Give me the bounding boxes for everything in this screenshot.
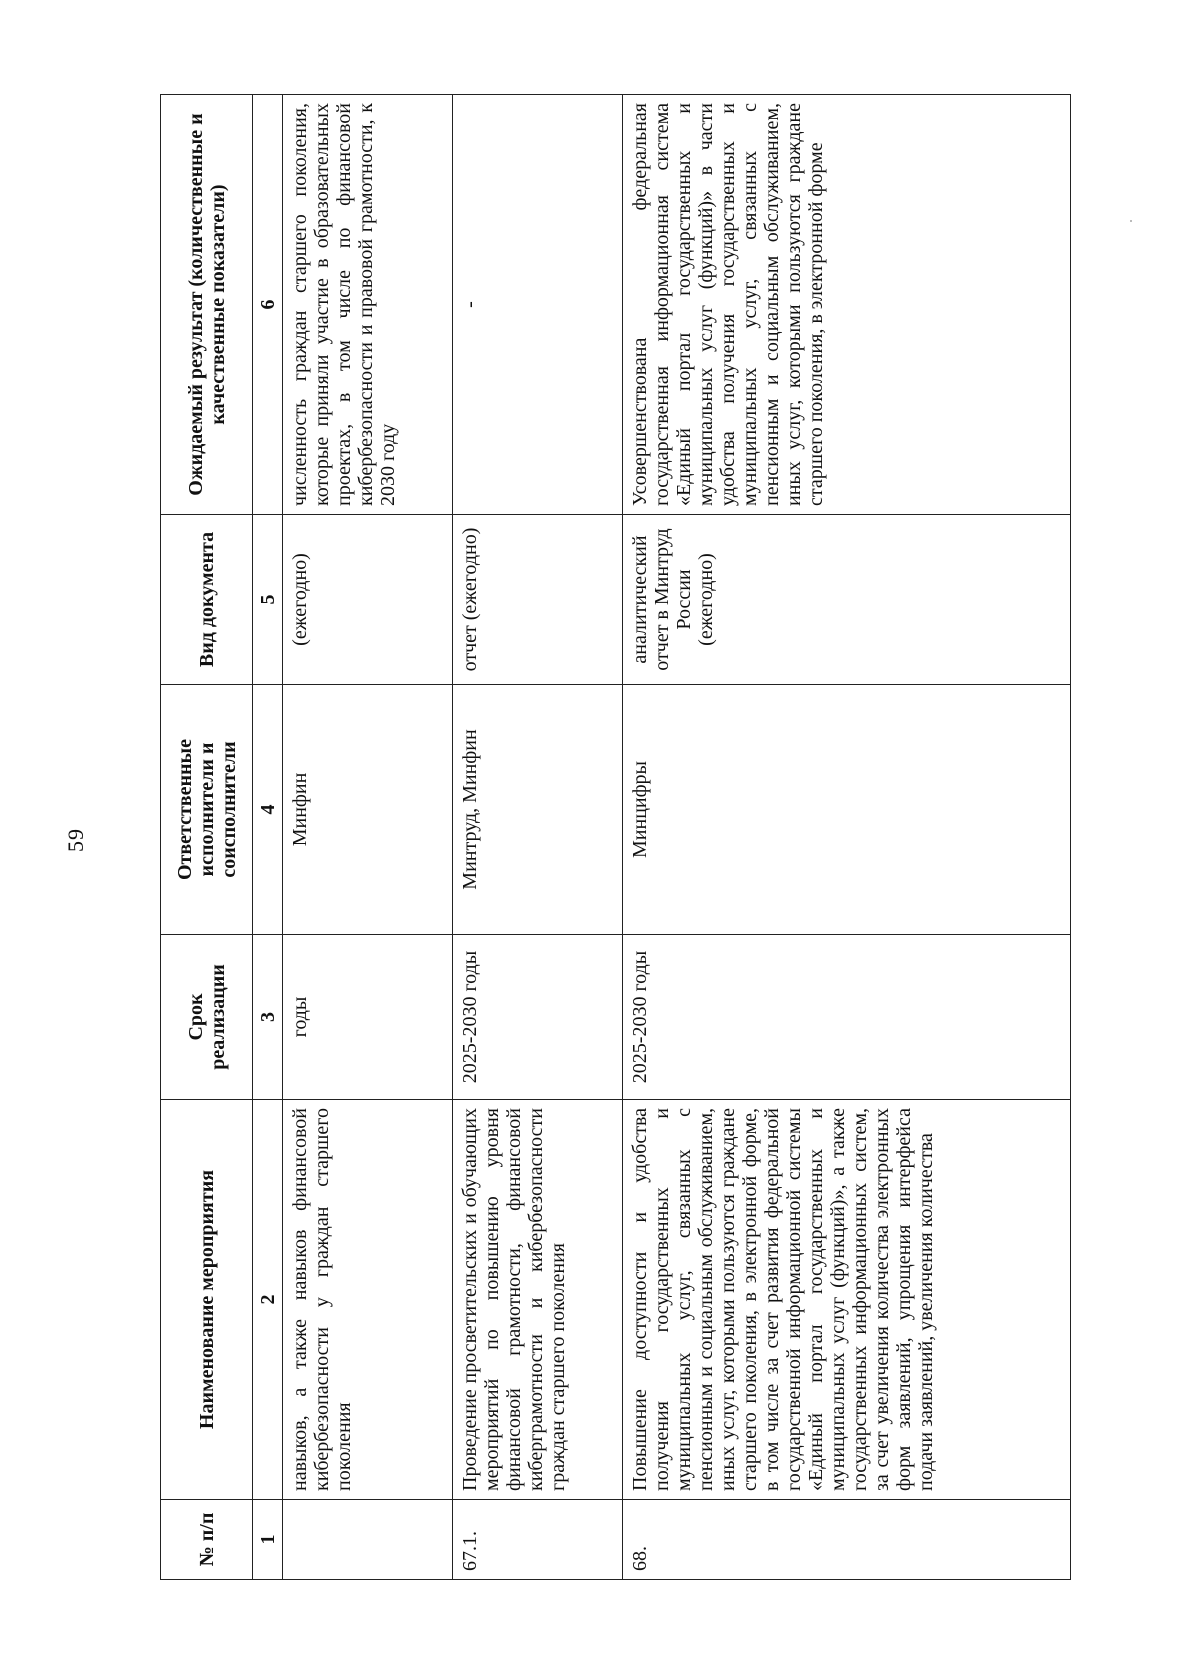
- column-number: 5: [253, 515, 283, 685]
- row-executors: Минфин: [283, 685, 453, 935]
- header-period: Срок реализации: [161, 935, 253, 1100]
- column-number: 2: [253, 1100, 283, 1500]
- header-document: Вид документа: [161, 515, 253, 685]
- row-document: отчет (ежегодно): [453, 515, 623, 685]
- column-number: 4: [253, 685, 283, 935]
- row-result: Усовершенствована федеральная государственная информационная система «Единый портал государственных и муниципальных услуг (функций)» в части удобства получения государственных и муниципальных услуг, связанных с пенсионным и социальным обслуживанием, иных услуг, которыми пользуются граждане старшего поколения, в электронной форме: [623, 95, 1071, 515]
- header-executors: Ответственные исполнители и соисполнители: [161, 685, 253, 935]
- row-result: -: [453, 95, 623, 515]
- row-document: аналитический отчет в Минтруд России (ежегодно): [623, 515, 1071, 685]
- table-row: [623, 95, 1071, 1580]
- header-name: Наименование мероприятия: [161, 1100, 253, 1500]
- rotated-table-sheet: [160, 95, 1070, 1580]
- column-numbers-row: [253, 95, 283, 1580]
- row-number: 67.1.: [453, 1500, 623, 1580]
- table-header-row: [161, 95, 253, 1580]
- row-period: 2025-2030 годы: [623, 935, 1071, 1100]
- row-period: 2025-2030 годы: [453, 935, 623, 1100]
- row-measure-name: Повышение доступности и удобства получения государственных и муниципальных услуг, связанных с пенсионным и социальным обслуживанием, иных услуг, которыми пользуются граждане старшего поколения, в электронной форме, в том числе за счет развития федеральной государственной информационной системы «Единый портал государственных и муниципальных услуг (функций)», а также государственных информационных систем, за счет увеличения количества электронных форм заявлений, упрощения интерфейса подачи заявлений, увеличения количества: [623, 1100, 1071, 1500]
- scan-speck: [1130, 220, 1132, 222]
- column-number: 6: [253, 95, 283, 515]
- row-period: годы: [283, 935, 453, 1100]
- column-number: 1: [253, 1500, 283, 1580]
- row-executors: Минцифры: [623, 685, 1071, 935]
- column-number: 3: [253, 935, 283, 1100]
- row-measure-name: навыков, а также навыков финансовой кибербезопасности у граждан старшего поколения: [283, 1100, 453, 1500]
- header-result: Ожидаемый результат (количественные и качественные показатели): [161, 95, 253, 515]
- header-number: № п/п: [161, 1500, 253, 1580]
- page-number: 59: [63, 828, 88, 852]
- table-row: [283, 95, 453, 1580]
- row-result: численность граждан старшего поколения, которые приняли участие в образовательных проектах, в том числе по финансовой кибербезопасности и правовой грамотности, к 2030 году: [283, 95, 453, 515]
- row-number: 68.: [623, 1500, 1071, 1580]
- row-document: (ежегодно): [283, 515, 453, 685]
- measures-table: [160, 94, 1071, 1580]
- row-measure-name: Проведение просветительских и обучающих мероприятий по повышению уровня финансовой грамотности, финансовой киберграмотности и кибербезопасности граждан старшего поколения: [453, 1100, 623, 1500]
- table-row: [453, 95, 623, 1580]
- row-number: [283, 1500, 453, 1580]
- row-executors: Минтруд, Минфин: [453, 685, 623, 935]
